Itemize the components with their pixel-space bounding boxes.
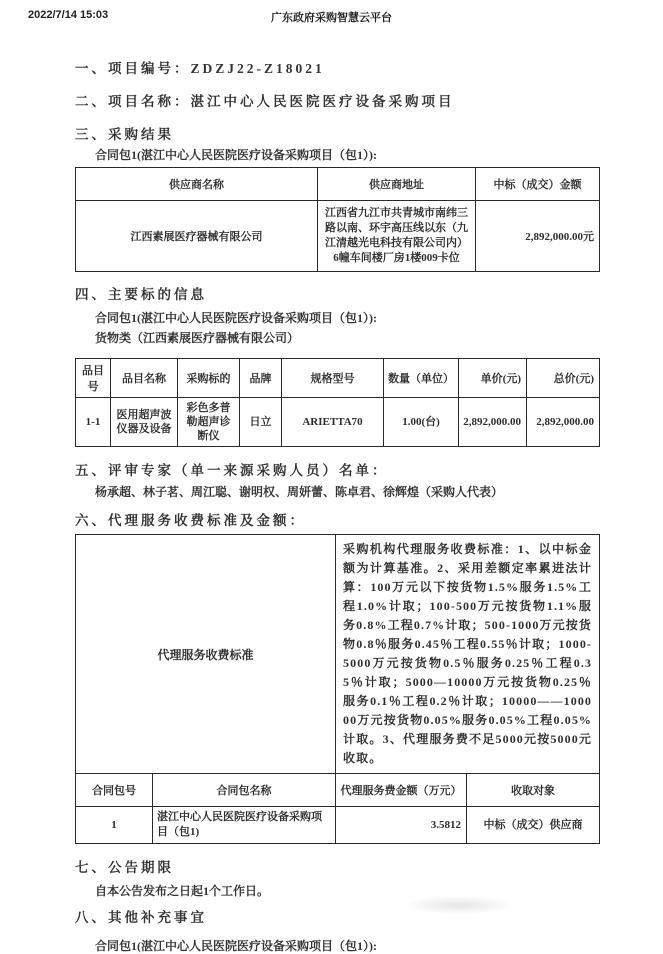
other-matters-package-line: 合同包1(湛江中心人民医院医疗设备采购项目（包1）): <box>95 939 377 953</box>
unit-price-cell: 2,892,000.00 <box>459 398 527 447</box>
fee-standard-label-cell: 代理服务收费标准 <box>76 535 336 774</box>
item-no-header: 品目号 <box>76 359 111 398</box>
item-table-row <box>76 398 600 447</box>
quantity-cell: 1.00(台) <box>384 398 459 447</box>
award-amount-header: 中标（成交）金额 <box>476 168 600 201</box>
payer-cell: 中标（成交）供应商 <box>467 807 600 844</box>
main-subject-package-line: 合同包1(湛江中心人民医院医疗设备采购项目（包1）): <box>95 311 377 325</box>
supplier-table-row <box>76 201 600 272</box>
item-table-header-row <box>76 359 600 398</box>
total-price-header: 总价(元) <box>527 359 600 398</box>
fee-amount-header: 代理服务费金额（万元） <box>336 774 467 807</box>
agency-fee-standard-row <box>76 535 600 774</box>
section-procurement-result: 三、采购结果 <box>75 127 174 142</box>
unit-price-header: 单价(元) <box>459 359 527 398</box>
print-timestamp: 2022/7/14 15:03 <box>28 9 109 21</box>
agency-fee-header-row <box>76 774 600 807</box>
section-announcement-period: 七、公告期限 <box>75 860 174 875</box>
package-name-header: 合同包名称 <box>153 774 336 807</box>
announcement-period-text: 自本公告发布之日起1个工作日。 <box>95 884 270 898</box>
total-price-cell: 2,892,000.00 <box>527 398 600 447</box>
site-title: 广东政府采购智慧云平台 <box>271 12 392 24</box>
section-project-number: 一、项目编号：ZDZJ22-Z18021 <box>75 61 325 76</box>
supplier-table <box>75 167 600 272</box>
model-cell: ARIETTA70 <box>282 398 384 447</box>
agency-fee-table <box>75 534 600 844</box>
package-no-header: 合同包号 <box>76 774 153 807</box>
procurement-result-package-line: 合同包1(湛江中心人民医院医疗设备采购项目（包1）): <box>95 148 377 162</box>
brand-header: 品牌 <box>240 359 282 398</box>
model-header: 规格型号 <box>282 359 384 398</box>
award-amount-cell: 2,892,000.00元 <box>476 201 600 272</box>
section-other-matters: 八、其他补充事宜 <box>75 910 207 925</box>
item-name-header: 品目名称 <box>111 359 178 398</box>
package-no-cell: 1 <box>76 807 153 844</box>
item-name-cell: 医用超声波仪器及设备 <box>111 398 178 447</box>
package-name-cell: 湛江中心人民医院医疗设备采购项目（包1) <box>153 807 336 844</box>
supplier-address-cell: 江西省九江市共青城市南纬三路以南、环宇高压线以东（九江清越光电科技有限公司内）6幢车间楼厂房1楼009卡位 <box>318 201 476 272</box>
subject-cell: 彩色多普勒超声诊断仪 <box>178 398 240 447</box>
brand-cell: 日立 <box>240 398 282 447</box>
main-subject-category-line: 货物类（江西素展医疗器械有限公司） <box>95 331 300 345</box>
quantity-header: 数量（单位） <box>384 359 459 398</box>
document-content <box>75 43 599 954</box>
item-no-cell: 1-1 <box>76 398 111 447</box>
subject-header: 采购标的 <box>178 359 240 398</box>
agency-fee-data-row <box>76 807 600 844</box>
fee-standard-text-cell: 采购机构代理服务收费标准：1、以中标金额为计算基准。2、采用差额定率累进法计算：100万元以下按货物1.5%服务1.5%工程1.0%计取；100-500万元按货物1.1%服务0.8%工程0.7%计取；500-1000万元按货物0.8％服务0.45％工程0.55％计取；1000-5000万元按货物0.5％服务0.25％工程0.35％计取；5000—10000万元按货物0.25％服务0.1％工程0.2％计取；10000——100000万元按货物0.05%服务0.05%工程0.05%计取。3、代理服务费不足5000元按5000元收取。 <box>336 535 600 774</box>
fee-amount-cell: 3.5812 <box>336 807 467 844</box>
payer-header: 收取对象 <box>467 774 600 807</box>
supplier-name-cell: 江西素展医疗器械有限公司 <box>76 201 318 272</box>
section-project-name: 二、项目名称：湛江中心人民医院医疗设备采购项目 <box>75 94 455 109</box>
supplier-table-header-row <box>76 168 600 201</box>
item-table <box>75 358 600 447</box>
review-experts-names: 杨承超、林子茗、周江聪、谢明权、周妍蕾、陈卓君、徐辉煌（采购人代表） <box>95 485 504 499</box>
section-review-experts: 五、评审专家（单一来源采购人员）名单： <box>75 463 389 478</box>
supplier-address-header: 供应商地址 <box>318 168 476 201</box>
print-header <box>0 8 663 24</box>
section-main-subject: 四、主要标的信息 <box>75 287 207 302</box>
supplier-name-header: 供应商名称 <box>76 168 318 201</box>
section-agency-fee: 六、代理服务收费标准及金额： <box>75 513 306 528</box>
